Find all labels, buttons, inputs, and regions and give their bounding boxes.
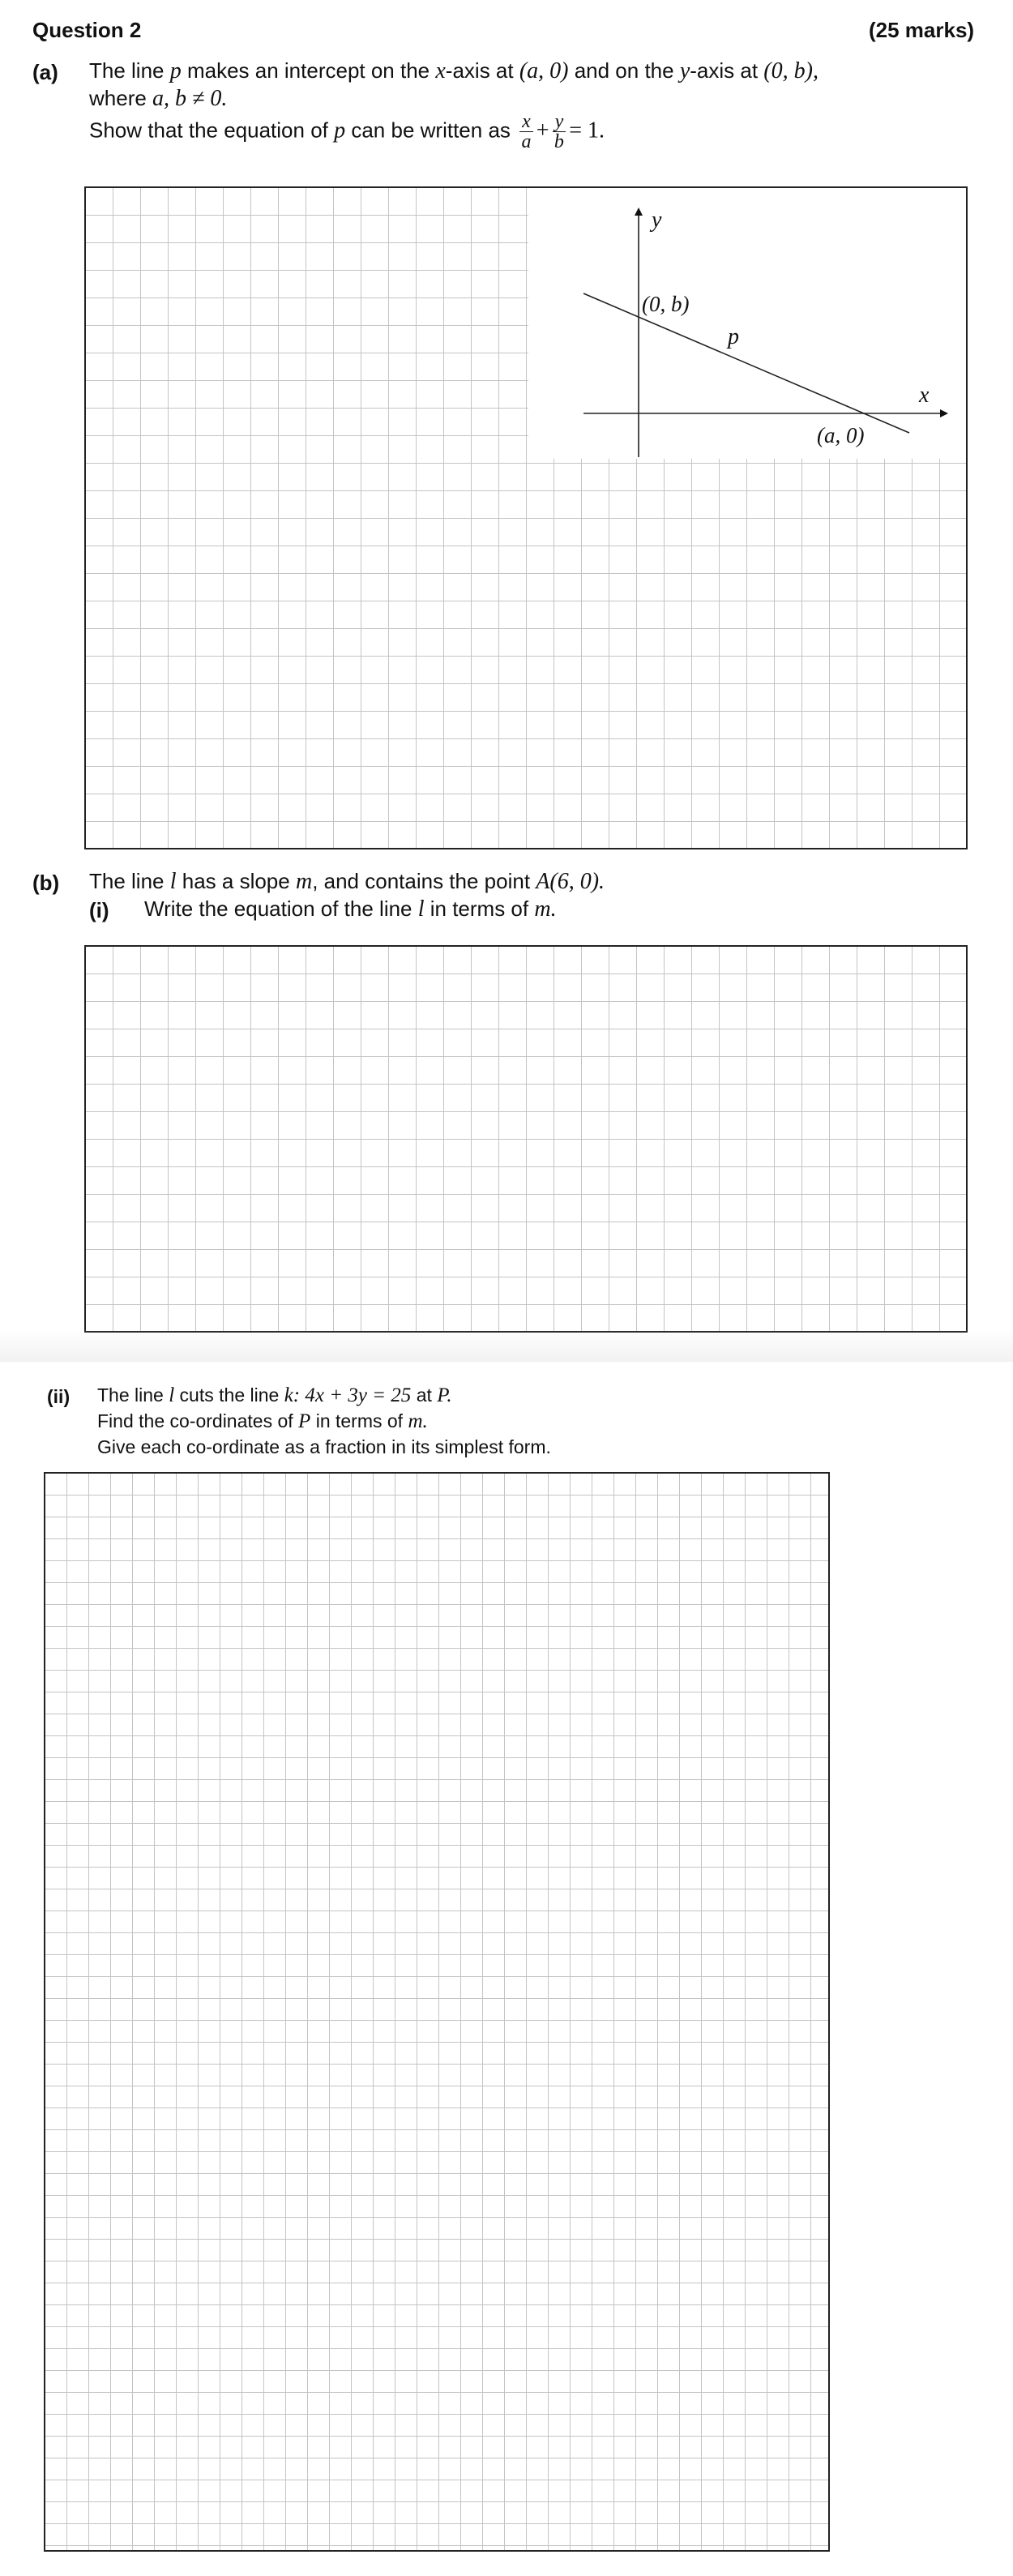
part-b-i-label: (i) [89,898,109,922]
part-b-ii-label: (ii) [47,1386,71,1407]
fraction-x-over-a: $\frac{x}{a}$ [519,112,533,152]
question-marks: (25 marks) [869,18,975,42]
answer-box-b-i[interactable] [84,945,968,1333]
part-a-line2: where a, b ≠ 0. [89,86,228,111]
part-b-ii-line1: The line l cuts the line k: 4x + 3y = 25 at P. [97,1384,452,1406]
fraction-y-over-b: $\frac{y}{b}$ [553,112,566,152]
x-axis-label: x [919,383,930,408]
point-0-b-label: (0, b) [642,292,690,316]
answer-box-b-ii[interactable] [44,1472,830,2552]
page-break-shadow [0,1329,1013,1362]
part-b-ii-line2: Find the co-ordinates of P in terms of m. [97,1410,428,1432]
intercept-diagram [528,188,966,459]
part-b-i-text: Write the equation of the line l in terms of m. [144,896,557,922]
point-a-0-label: (a, 0) [817,423,865,447]
question-title: Question 2 [32,18,142,42]
part-b-line1: The line l has a slope m, and contains the point A(6, 0). [89,869,605,894]
y-axis-label: y [652,208,662,233]
part-a-line3: Show that the equation of p can be written as $\frac{x}{a}$ + $\frac{y}{b}$ = 1. [89,111,605,152]
part-a-label: (a) [32,60,58,84]
part-b-label: (b) [32,871,60,895]
part-a-line1: The line p makes an intercept on the x-axis at (a, 0) and on the y-axis at (0, b), [89,58,819,83]
part-b-ii-line3: Give each co-ordinate as a fraction in its simplest form. [97,1436,551,1457]
line-p [583,293,909,433]
line-p-label: p [728,324,739,349]
